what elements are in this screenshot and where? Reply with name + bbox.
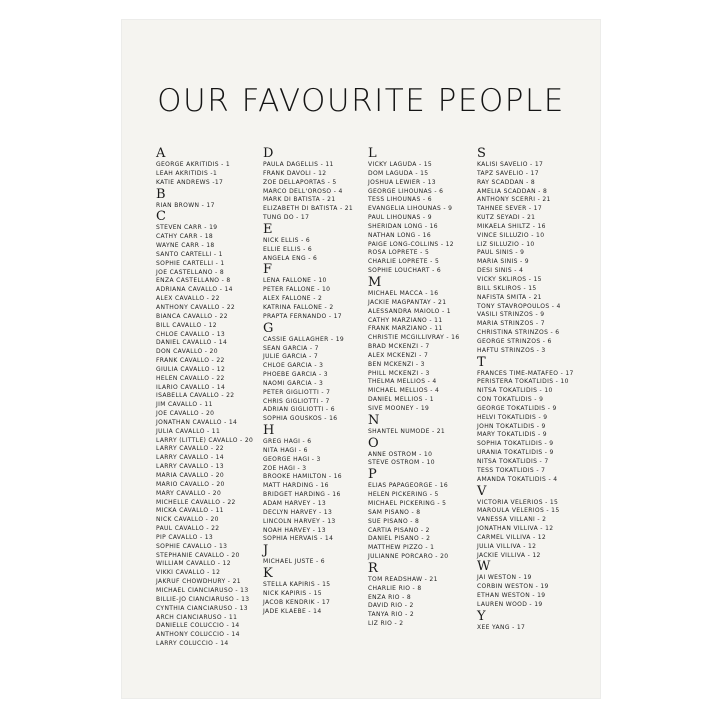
guest-entry: TANYA RIO - 2: [368, 611, 415, 619]
letter-group: [368, 468, 460, 562]
guest-entry: FRANK MARZIANO - 11: [368, 325, 443, 333]
guest-entry: HELEN CAVALLO - 22: [156, 374, 225, 382]
guest-entry: JULIE GARCIA - 7: [263, 353, 319, 361]
guest-entry: MICHAEL MACCA - 16: [368, 289, 439, 297]
guest-entry: RAY SCADDAN - 8: [477, 178, 536, 186]
guest-entry: CHLOE GARCIA - 3: [263, 362, 324, 370]
section-letter: M: [368, 274, 382, 290]
letter-group: [477, 485, 574, 561]
guest-entry: JACKIE MAGPANTAY - 21: [368, 298, 447, 306]
guest-entry: STEVEN CARR - 19: [156, 224, 218, 232]
guest-entry: MARIA STRINZOS - 7: [477, 320, 545, 328]
poster: [122, 20, 600, 698]
guest-entry: CARMEL VILLIVA - 12: [477, 533, 547, 541]
guest-entry: SOPHIE CARTELLI - 1: [156, 259, 225, 267]
guest-entry: LAUREN WOOD - 19: [477, 600, 543, 608]
letter-group: [263, 263, 353, 321]
guest-entry: NITSA TOKATLIDIS - 10: [477, 387, 553, 395]
guest-entry: ZOE HAGI - 3: [263, 464, 307, 472]
guest-entry: MICHELLE CAVALLO - 22: [156, 498, 236, 506]
guest-entry: JADE KLAEBE - 14: [263, 607, 322, 615]
guest-entry: GEORGE AKRITIDIS - 1: [156, 161, 231, 168]
guest-entry: JULIANNE PORCARO - 20: [368, 553, 449, 561]
guest-entry: PETER GIGLIOTTI - 7: [263, 388, 331, 396]
guest-entry: JONATHAN VILLIVA - 12: [477, 525, 554, 533]
guest-entry: LINCOLN HARVEY - 13: [263, 517, 336, 525]
guest-entry: DON CAVALLO - 20: [156, 348, 218, 356]
letter-group: [263, 223, 353, 264]
guest-entry: GIULIA CAVALLO - 12: [156, 365, 226, 373]
guest-entry: DOM LAGUDA - 15: [368, 169, 429, 177]
guest-entry: LEAH AKRITIDIS -1: [156, 169, 218, 177]
letter-group: [263, 424, 353, 544]
guest-entry: NATHAN LONG - 16: [368, 231, 432, 239]
section-letter: S: [477, 146, 486, 161]
guest-entry: ALEX CAVALLO - 22: [156, 295, 220, 303]
guest-entry: JULIA VILLIVA - 12: [477, 542, 537, 550]
guest-entry: ANTHONY CAVALLO - 22: [156, 303, 236, 311]
guest-entry: DANIEL CAVALLO - 14: [156, 339, 228, 347]
guest-entry: WAYNE CARR - 18: [156, 242, 215, 250]
letter-group: [263, 544, 353, 567]
guest-entry: ADRIAN GIGLIOTTI - 6: [263, 406, 335, 414]
guest-entry: XEE YANG - 17: [477, 623, 526, 631]
guest-entry: STEPHANIE CAVALLO - 20: [156, 551, 240, 559]
guest-entry: TONY STAVROPOULOS - 4: [477, 302, 561, 310]
guest-entry: CORBIN WESTON - 19: [477, 583, 549, 591]
letter-group: [368, 414, 460, 437]
guest-entry: AMELIA SCADDAN - 8: [477, 187, 548, 195]
guest-entry: KUTZ SEYADI - 21: [477, 214, 536, 222]
guest-entry: LIZ RIO - 2: [368, 620, 404, 628]
guest-entry: ENZA CASTELLANO - 8: [156, 277, 231, 285]
guest-entry: CON TOKATLIDIS - 9: [477, 396, 544, 404]
guest-entry: NAFISTA SMITA - 21: [477, 293, 542, 301]
guest-entry: GREG HAGI - 6: [263, 438, 312, 446]
guest-entry: SHANTEL NUMODE - 21: [368, 427, 446, 435]
guest-entry: PIP CAVALLO - 13: [156, 533, 214, 541]
section-letter: F: [263, 262, 273, 278]
guest-entry: PAIGE LONG-COLLINS - 12: [368, 240, 454, 248]
guest-entry: NICK ELLIS - 6: [263, 236, 311, 244]
guest-entry: ENZA RIO - 8: [368, 593, 412, 601]
guest-entry: JOE CASTELLANO - 8: [156, 268, 224, 276]
guest-column-3: [368, 147, 460, 629]
section-letter: C: [156, 209, 166, 225]
guest-entry: BEN MCKENZI - 3: [368, 360, 425, 368]
guest-entry: DANIELLE COLUCCIO - 14: [156, 622, 240, 630]
guest-entry: CHLOE CAVALLO - 13: [156, 330, 226, 338]
guest-entry: SEAN GARCIA - 7: [263, 344, 319, 352]
letter-group: [263, 322, 353, 424]
guest-entry: PAUL LIHOUNAS - 9: [368, 214, 432, 222]
section-letter: R: [368, 560, 378, 576]
guest-entry: GEORGE TOKATLIDIS - 9: [477, 404, 557, 412]
guest-entry: LARRY CAVALLO - 22: [156, 445, 224, 453]
guest-entry: NICK KAPIRIS - 15: [263, 589, 322, 597]
guest-entry: ANNE OSTROM - 10: [368, 450, 433, 458]
guest-entry: SIVE MOONEY - 19: [368, 404, 430, 412]
guest-entry: NOAH HARVEY - 13: [263, 526, 326, 534]
section-letter: O: [368, 435, 379, 451]
section-letter: B: [156, 186, 166, 202]
guest-entry: ADRIANA CAVALLO - 14: [156, 286, 233, 294]
guest-entry: ISABELLA CAVALLO - 22: [156, 392, 235, 400]
guest-entry: ALEX MCKENZI - 7: [368, 351, 429, 359]
guest-entry: PHILL MCKENZI - 3: [368, 369, 430, 377]
guest-entry: DANIEL MELLIOS - 1: [368, 396, 434, 404]
guest-entry: CYNTHIA CIANCIARUSO - 13: [156, 604, 248, 612]
section-letter: L: [368, 146, 377, 161]
guest-entry: ZOE DELLAPORTAS - 5: [263, 178, 337, 186]
guest-entry: FRANCES TIME-MATAFEO - 17: [477, 369, 574, 377]
guest-entry: MIKAELA SHILTZ - 16: [477, 222, 546, 230]
letter-group: [477, 356, 574, 485]
guest-entry: BILLIE-JO CIANCIARUSO - 13: [156, 595, 250, 603]
guest-entry: SHERIDAN LONG - 16: [368, 222, 438, 230]
guest-entry: CARTIA PISANO - 2: [368, 526, 430, 534]
guest-entry: GEORGE LIHOUNAS - 6: [368, 187, 444, 195]
guest-entry: ARCH CIANCIARUSO - 11: [156, 613, 238, 621]
guest-entry: FRANK DAVOLI - 12: [263, 169, 327, 177]
guest-column-4: [477, 147, 574, 633]
guest-entry: FRANK CAVALLO - 22: [156, 357, 225, 365]
guest-entry: MARY CAVALLO - 20: [156, 489, 222, 497]
guest-entry: CHRIS GIGLIOTTI - 7: [263, 397, 330, 405]
guest-entry: ADAM HARVEY - 13: [263, 500, 327, 507]
letter-group: [156, 147, 253, 188]
section-letter: N: [368, 412, 380, 428]
guest-entry: URANIA TOKATLIDIS - 9: [477, 449, 554, 457]
guest-entry: ANGELA ENG - 6: [263, 254, 318, 262]
guest-entry: ELIAS PAPAGEORGE - 16: [368, 482, 449, 490]
guest-entry: AMANDA TOKATLIDIS - 4: [477, 475, 558, 483]
guest-entry: LIZ SILLUZIO - 10: [477, 240, 535, 248]
guest-entry: LARRY CAVALLO - 14: [156, 454, 224, 462]
section-letter: K: [263, 566, 273, 582]
guest-entry: ALESSANDRA MAIOLO - 1: [368, 307, 451, 315]
guest-entry: VANESSA VILLANI - 2: [477, 516, 547, 524]
guest-entry: MATTHEW PIZZO - 1: [368, 544, 435, 552]
guest-entry: SOPHIA TOKATLIDIS - 9: [477, 440, 554, 448]
guest-entry: MICHAEL PICKERING - 5: [368, 500, 447, 507]
guest-entry: VINCE SILLUZIO - 10: [477, 231, 545, 239]
guest-entry: SOPHIE CAVALLO - 13: [156, 542, 228, 550]
guest-entry: NAOMI GARCIA - 3: [263, 379, 324, 387]
guest-entry: CASSIE GALLAGHER - 19: [263, 335, 345, 343]
guest-entry: GEORGE HAGI - 3: [263, 455, 321, 463]
guest-entry: CHRISTIE MCGILLIVRAY - 16: [368, 334, 460, 342]
letter-group: [263, 147, 353, 223]
guest-entry: PAULA DAGELLIS - 11: [263, 161, 334, 168]
guest-entry: HELVI TOKATLIDIS - 9: [477, 413, 548, 421]
guest-entry: PHOEBE GARCIA - 3: [263, 371, 328, 379]
guest-entry: BRAD MCKENZI - 7: [368, 343, 430, 351]
guest-entry: ILARIO CAVALLO - 14: [156, 383, 226, 391]
guest-entry: EVANGELIA LIHOUNAS - 9: [368, 205, 453, 213]
guest-entry: TAHNEE SEVER - 17: [477, 205, 543, 213]
guest-entry: VICTORIA VELERIOS - 15: [477, 498, 559, 506]
guest-entry: LARRY CAVALLO - 13: [156, 463, 224, 471]
guest-entry: ETHAN WESTON - 19: [477, 592, 546, 600]
guest-entry: MARK DI BATISTA - 21: [263, 196, 336, 204]
section-letter: E: [263, 221, 273, 237]
guest-entry: DECLYN HARVEY - 13: [263, 508, 333, 516]
guest-entry: MAROULA VELERIOS - 15: [477, 507, 560, 515]
guest-entry: RIAN BROWN - 17: [156, 201, 215, 209]
guest-entry: MARY TOKATLIDIS - 9: [477, 431, 547, 439]
guest-entry: MATT HARDING - 16: [263, 482, 329, 490]
guest-entry: HAFTU STRINZOS - 3: [477, 346, 546, 354]
letter-group: [368, 562, 460, 629]
guest-entry: DANIEL PISANO - 2: [368, 535, 431, 543]
guest-entry: JACOB KENDRIK - 17: [263, 598, 331, 606]
guest-entry: JAI WESTON - 19: [477, 574, 532, 582]
letter-group: [156, 210, 253, 649]
guest-entry: KATRINA FALLONE - 2: [263, 303, 334, 311]
letter-group: [477, 560, 574, 609]
letter-group: [477, 147, 574, 356]
guest-entry: JOHN TOKATLIDIS - 9: [477, 422, 546, 430]
guest-entry: MARIA CAVALLO - 20: [156, 472, 225, 479]
guest-entry: ALEX FALLONE - 2: [263, 295, 323, 303]
section-letter: A: [156, 146, 166, 161]
guest-entry: STEVE OSTROM - 10: [368, 459, 435, 467]
guest-entry: MARCO DELL'OROSO - 4: [263, 187, 343, 195]
guest-column-2: [263, 147, 353, 616]
guest-entry: SOPHIA GOUSKOS - 16: [263, 415, 338, 423]
section-letter: D: [263, 146, 274, 161]
letter-group: [263, 567, 353, 616]
guest-entry: THELMA MELLIOS - 4: [368, 378, 437, 386]
guest-entry: MICKA CAVALLO - 11: [156, 507, 224, 515]
guest-entry: VICKY SKLIROS - 15: [477, 275, 542, 283]
guest-entry: ANTHONY COLUCCIO - 14: [156, 631, 240, 639]
guest-entry: VICKY LAGUDA - 15: [368, 161, 433, 168]
guest-entry: NITSA TOKATLIDIS - 7: [477, 458, 549, 465]
guest-entry: JIM CAVALLO - 11: [156, 401, 213, 409]
guest-entry: JULIA CAVALLO - 11: [156, 427, 221, 435]
section-letter: J: [263, 543, 269, 559]
guest-entry: ELLIE ELLIS - 6: [263, 245, 313, 253]
guest-entry: PETER FALLONE - 10: [263, 286, 331, 294]
guest-entry: KATIE ANDREWS -17: [156, 178, 224, 186]
guest-entry: PERISTERA TOKATLIDIS - 10: [477, 378, 569, 386]
guest-entry: BROOKE HAMILTON - 16: [263, 473, 342, 481]
letter-group: [477, 610, 574, 633]
guest-entry: WILLIAM CAVALLO - 12: [156, 560, 231, 568]
guest-entry: BILL SKLIROS - 15: [477, 284, 537, 292]
letter-group: [368, 276, 460, 414]
section-letter: P: [368, 467, 377, 483]
guest-entry: MICHAEL CIANCIARUSO - 13: [156, 586, 249, 594]
guest-entry: BILL CAVALLO - 12: [156, 321, 217, 329]
guest-entry: PAUL SINIS - 9: [477, 249, 525, 257]
guest-entry: KALISI SAVELIO - 17: [477, 161, 544, 168]
guest-entry: ROSA LOPRETE - 5: [368, 249, 430, 257]
guest-entry: GEORGE STRINZOS - 6: [477, 337, 552, 345]
letter-group: [368, 437, 460, 469]
guest-entry: JONATHAN CAVALLO - 14: [156, 418, 238, 426]
guest-entry: DAVID RIO - 2: [368, 602, 414, 610]
guest-entry: LENA FALLONE - 10: [263, 277, 327, 285]
guest-entry: TESS LIHOUNAS - 6: [368, 196, 432, 204]
guest-entry: VIKKI CAVALLO - 12: [156, 569, 221, 577]
guest-entry: JAKRUF CHOWDHURY - 21: [156, 578, 241, 586]
guest-entry: SOPHIE LOUCHART - 6: [368, 267, 442, 275]
guest-entry: MICHAEL MELLIOS - 4: [368, 387, 440, 395]
section-letter: T: [477, 354, 486, 370]
guest-entry: CHARLIE RIO - 8: [368, 584, 422, 592]
section-letter: W: [477, 559, 491, 575]
guest-column-1: [156, 147, 253, 649]
guest-entry: DESI SINIS - 4: [477, 267, 524, 275]
guest-entry: CATHY MARZIANO - 11: [368, 316, 443, 324]
guest-entry: SAM PISANO - 8: [368, 508, 421, 516]
guest-entry: NITA HAGI - 6: [263, 446, 308, 454]
guest-entry: PRAPTA FERNANDO - 17: [263, 312, 342, 320]
guest-entry: BIANCA CAVALLO - 22: [156, 312, 228, 320]
guest-entry: MICHAEL JUSTE - 6: [263, 558, 325, 566]
section-letter: H: [263, 423, 275, 439]
guest-entry: TAPZ SAVELIO - 17: [477, 169, 539, 177]
guest-entry: ANTHONY SCERRI - 21: [477, 196, 551, 204]
guest-entry: SANTO CARTELLI - 1: [156, 250, 223, 258]
guest-entry: BRIDGET HARDING - 16: [263, 491, 341, 499]
guest-entry: TUNG DO - 17: [263, 214, 310, 222]
guest-entry: TOM READSHAW - 21: [368, 575, 438, 583]
guest-entry: LARRY (LITTLE) CAVALLO - 20: [156, 436, 254, 444]
guest-entry: SUE PISANO - 8: [368, 517, 420, 525]
guest-entry: TESS TOKATLIDIS - 7: [477, 466, 546, 474]
section-letter: Y: [477, 608, 486, 624]
guest-entry: STELLA KAPIRIS - 15: [263, 581, 331, 589]
letter-group: [368, 147, 460, 276]
guest-entry: CHRISTINA STRINZOS - 6: [477, 329, 560, 337]
guest-entry: JACKIE VILLIVA - 12: [477, 551, 541, 559]
guest-entry: NICK CAVALLO - 20: [156, 516, 219, 524]
guest-entry: ELIZABETH DI BATISTA - 21: [263, 205, 354, 213]
guest-entry: HELEN PICKERING - 5: [368, 491, 439, 499]
section-letter: V: [477, 483, 487, 499]
guest-entry: VASILI STRINZOS - 9: [477, 311, 545, 319]
section-letter: G: [263, 320, 274, 336]
guest-entry: SOPHIA HERVAIS - 14: [263, 535, 334, 543]
guest-entry: CATHY CARR - 18: [156, 233, 214, 241]
guest-entry: PAUL CAVALLO - 22: [156, 525, 220, 533]
letter-group: [156, 188, 253, 211]
guest-entry: LARRY COLUCCIO - 14: [156, 640, 229, 648]
guest-entry: MARIA SINIS - 9: [477, 258, 529, 266]
guest-entry: CHARLIE LOPRETE - 5: [368, 258, 440, 266]
guest-entry: MARIO CAVALLO - 20: [156, 480, 225, 488]
guest-entry: JOE CAVALLO - 20: [156, 410, 215, 418]
guest-entry: JOSHUA LEWIER - 13: [368, 178, 436, 186]
poster-title: OUR FAVOURITE PEOPLE: [157, 83, 565, 119]
